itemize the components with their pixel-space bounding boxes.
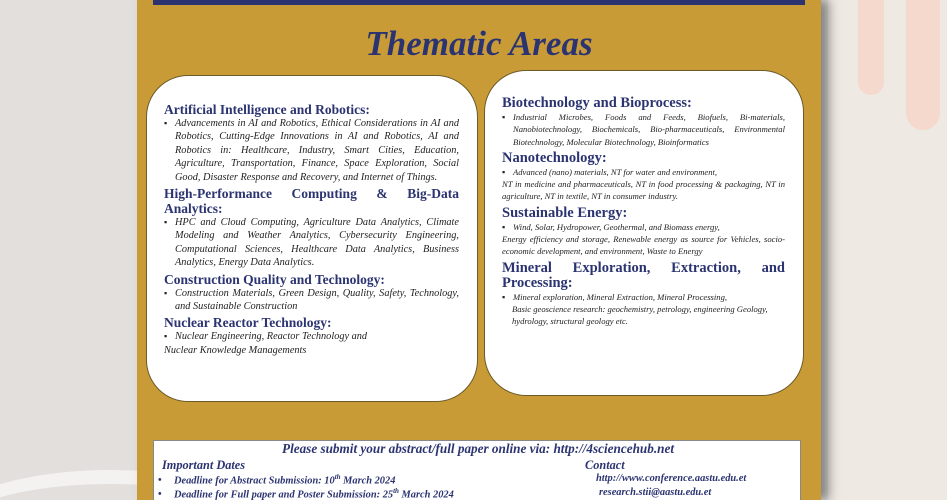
- section-title: Construction Quality and Technology:: [164, 271, 385, 287]
- section-title: Nuclear Reactor Technology:: [164, 315, 332, 331]
- bullet-icon: ▪: [164, 217, 168, 228]
- contact-website-link[interactable]: http://www.conference.aastu.edu.et: [596, 473, 747, 484]
- bullet-icon: ▪: [502, 291, 506, 302]
- section-title: High-Performance Computing & Big-Data Analytics:: [164, 186, 459, 217]
- bullet-icon: ▪: [502, 112, 506, 122]
- list-item: ▪ Nuclear Engineering, Reactor Technology and: [164, 331, 368, 343]
- background-decoration: [906, 0, 940, 130]
- bullet-icon: ▪: [164, 118, 168, 128]
- thematic-card-right: [484, 70, 804, 396]
- deadline-item: • Deadline for Abstract Submission: 10th March 2024: [158, 473, 396, 487]
- section-title: Sustainable Energy:: [502, 204, 628, 221]
- bullet-icon: ▪: [164, 331, 168, 342]
- bullet-icon: ▪: [502, 221, 506, 232]
- submission-info-box: [153, 440, 801, 500]
- important-dates-heading: Important Dates: [162, 458, 246, 472]
- background-decoration: [858, 0, 884, 95]
- section-title: Nanotechnology:: [502, 149, 607, 166]
- page-title: Thematic Areas: [365, 24, 593, 63]
- bullet-icon: ▪: [502, 166, 506, 177]
- list-item: ▪ Wind, Solar, Hydropower, Geothermal, and Biomass energy,: [502, 221, 720, 232]
- bullet-icon: •: [158, 475, 162, 487]
- list-item: ▪ Industrial Microbes, Foods and Feeds, Biofuels, Bi-materials, Nanobiotechnology, Biochemicals, Bio-pharmaceuticals, Environmental Biotechnology, Molecular Biotechnology, Bioinformatics: [502, 112, 785, 147]
- thematic-card-left: [146, 75, 478, 402]
- contact-heading: Contact: [585, 458, 625, 472]
- contact-email-link[interactable]: research.stii@aastu.edu.et: [599, 487, 712, 498]
- list-item-continuation: Basic geoscience research: geochemistry, petrology, engineering Geology, hydrology, structural geology etc.: [512, 303, 768, 327]
- section-title: Biotechnology and Bioprocess:: [502, 95, 692, 111]
- list-item: ▪ HPC and Cloud Computing, Agriculture Data Analytics, Climate Modeling and Weather Analytics, Cybersecurity Engineering, Computational Sciences, Healthcare Data Analytics, Business Analytics, Energy Data Analytics.: [164, 217, 459, 269]
- submission-link-text[interactable]: Please submit your abstract/full paper online via: http://4sciencehub.net: [282, 441, 674, 456]
- section-title: Mineral Exploration, Extraction, and Processing:: [502, 259, 785, 291]
- list-item: ▪ Advanced (nano) materials, NT for water and environment,: [502, 166, 718, 177]
- list-item-continuation: Energy efficiency and storage, Renewable energy as source for Vehicles, socio-economic development, and environment, Waste to Energy: [502, 234, 785, 257]
- section-title: Artificial Intelligence and Robotics:: [164, 102, 370, 117]
- bullet-icon: ▪: [164, 287, 168, 298]
- list-item: ▪ Construction Materials, Green Design, Quality, Safety, Technology, and Sustainable Construction: [164, 287, 459, 313]
- bullet-icon: •: [158, 489, 162, 500]
- poster: [137, 0, 821, 500]
- deadline-item: • Deadline for Full paper and Poster Submission: 25th March 2024: [158, 487, 454, 500]
- list-item: ▪ Mineral exploration, Mineral Extraction, Mineral Processing,: [502, 291, 728, 302]
- list-item-continuation: Nuclear Knowledge Managements: [164, 344, 307, 356]
- list-item: ▪ Advancements in AI and Robotics, Ethical Considerations in AI and Robotics, Cutting-Edge Innovations in AI and Robotics, AI and Robotics in: Healthcare, Industry, Smart Cities, Education, Agriculture, Transportation, Finance, Space Exploration, Social Good, Disaster Response and Recovery, and Internet of Things.: [164, 118, 459, 183]
- top-banner-bar: [153, 0, 805, 5]
- list-item-continuation: NT in medicine and pharmaceuticals, NT in food processing & packaging, NT in agriculture, NT in textile, NT in consumer industry.: [502, 179, 785, 202]
